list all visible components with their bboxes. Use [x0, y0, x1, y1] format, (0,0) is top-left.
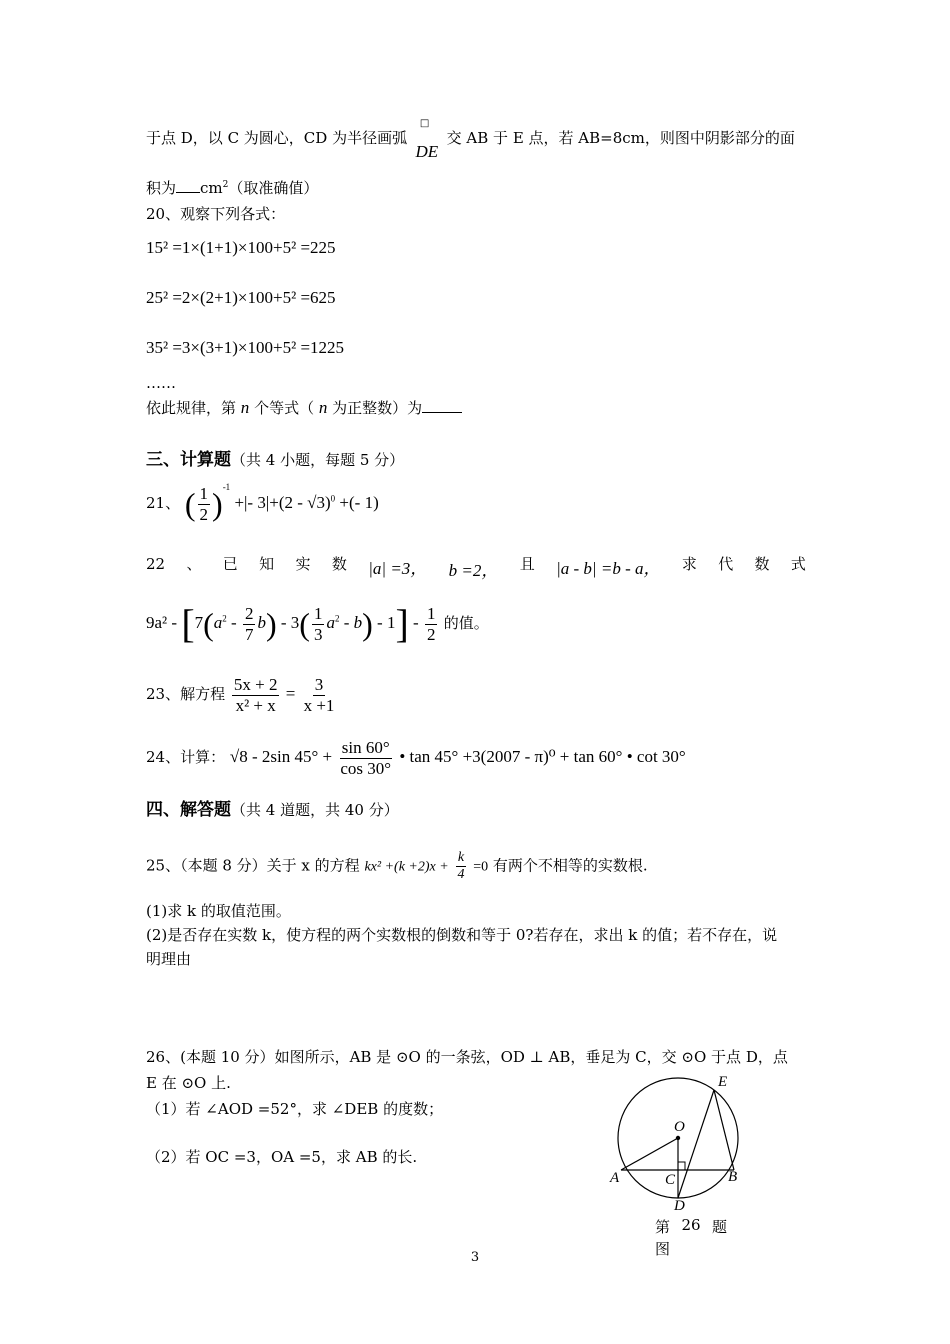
q19-line1 — [146, 118, 795, 161]
q24-expr — [229, 738, 686, 778]
q24 — [146, 738, 686, 778]
q19-text-b: 交 AB 于 E 点，若 AB=8cm，则图中阴影部分的面 — [446, 129, 795, 147]
q25-text-b: 有两个不相等的实数根. — [492, 856, 648, 875]
q22-spread — [146, 555, 806, 580]
q25-frac-den: 4 — [457, 867, 465, 883]
page-number: 3 — [470, 1250, 480, 1265]
q22-word: 数 — [331, 555, 347, 573]
q23-den1: x² + x — [235, 695, 276, 715]
arc-glyph: □ — [419, 118, 430, 129]
q22-word: 实 — [295, 555, 311, 573]
section-4-heading — [146, 800, 399, 820]
label-o: O — [674, 1119, 685, 1135]
section-title: 四、解答题 — [146, 800, 231, 820]
q22-cond2: b =2， — [448, 561, 499, 580]
q23-num1: 5x + 2 — [233, 675, 278, 694]
q25-frac-num: k — [456, 850, 466, 867]
q22-word: 求 — [681, 555, 697, 573]
caption-word: 26 — [681, 1216, 701, 1234]
q20-eq1: 15² =1×(1+1)×100+5² =225 — [146, 238, 336, 257]
q23-label: 23、解方程 — [146, 684, 226, 703]
figure-caption-line2: 图 — [655, 1240, 671, 1258]
q24-num: sin 60° — [341, 738, 390, 757]
q22-expression: $9a^2 - [7(a^2$ - $\frac{2}{7}$ b) - 3( $\frac{1}{3}$ $a^2 - b) - 1$] - $\frac{1}{2}$ 的值。 — [146, 601, 489, 646]
q23 — [146, 675, 338, 715]
q22-word: 22 — [146, 555, 166, 573]
q22-word: 已 — [222, 555, 238, 573]
q23-num2: 3 — [314, 675, 324, 694]
answer-blank — [176, 178, 200, 193]
q22-word: 且 — [519, 555, 535, 573]
caption-word: 第 — [655, 1218, 671, 1236]
center-dot — [676, 1136, 680, 1140]
q26-line1: 26、(本题 10 分）如图所示，AB 是 ⊙O 的一条弦，OD ⊥ AB，垂足为 C，交 ⊙O 于点 D，点 — [146, 1048, 788, 1066]
q25-part1: (1)求 k 的取值范围。 — [146, 902, 291, 920]
segment-eb — [714, 1090, 734, 1170]
arc-de-symbol — [412, 118, 442, 161]
q22-cond1: |a| =3， — [368, 559, 428, 578]
q20-eq3: 35² =3×(3+1)×100+5² =1225 — [146, 338, 345, 357]
label-b: B — [728, 1169, 738, 1185]
caption-word: 题 — [711, 1218, 727, 1236]
q25-text-a: 25、（本题 8 分）关于 x 的方程 — [146, 856, 360, 875]
q22-cond3: |a - b| =b - a， — [556, 559, 661, 578]
section-title: 三、计算题 — [146, 450, 231, 470]
q20-intro: 20、观察下列各式： — [146, 205, 286, 223]
label-c: C — [665, 1172, 676, 1188]
rule-text-c: 为正整数）为 — [332, 399, 423, 417]
q22-word: 知 — [259, 555, 275, 573]
q26-figure — [610, 1068, 750, 1214]
var-n-2: n — [318, 398, 328, 417]
q25-intro — [146, 850, 648, 883]
rule-text-a: 依此规律，第 — [146, 399, 237, 417]
q19-line2 — [146, 178, 318, 197]
var-n: n — [240, 398, 250, 417]
q24-den: cos 30° — [340, 758, 392, 778]
q19-text-a: 于点 D，以 C 为圆心，CD 为半径画弧 — [146, 129, 408, 147]
q25-part2-line2: 明理由 — [146, 950, 192, 968]
segment-ed — [678, 1090, 714, 1198]
q21-label: 21、 — [146, 494, 181, 512]
q23-equation: $\frac{5x + 2}{\text{x² + x}}$ = $\frac{3}{x +1}$ — [233, 675, 335, 715]
q24-label: 24、计算： — [146, 747, 226, 766]
q19-text-d: （取准确值） — [228, 179, 319, 197]
q25-part2-line1: (2)是否存在实数 k，使方程的两个实数根的倒数和等于 0?若存在，求出 k 的值；若不存在，说 — [146, 926, 778, 944]
segment-oa — [621, 1138, 678, 1170]
q22-word: 数 — [754, 555, 770, 573]
q26-part1: （1）若 ∠AOD =52°，求 ∠DEB 的度数； — [146, 1100, 444, 1118]
q19-text-c: 积为 — [146, 179, 177, 197]
figure-caption-line1 — [655, 1216, 727, 1237]
section-note: （共 4 道题，共 40 分） — [231, 801, 399, 819]
q26-line2: E 在 ⊙O 上. — [146, 1074, 231, 1092]
q24-part1: √8 - 2sin 45° + — [229, 746, 333, 766]
arc-label: DE — [415, 142, 439, 161]
q22-expr-start: 9a² - — [146, 612, 178, 632]
q20-eq2: 25² =2×(2+1)×100+5² =625 — [146, 288, 336, 307]
q22-word: 式 — [790, 555, 806, 573]
q21-tail: +(- 1) — [339, 493, 379, 512]
unit: cm — [200, 179, 223, 197]
label-e: E — [718, 1074, 728, 1090]
q22-word: 代 — [718, 555, 734, 573]
rule-text-b: 个等式（ — [254, 399, 315, 417]
section-3-heading — [146, 450, 404, 470]
section-note: （共 4 小题，每题 5 分） — [231, 451, 405, 469]
q22-line1 — [146, 555, 806, 580]
q26-part2: （2）若 OC =3，OA =5，求 AB 的长. — [146, 1148, 418, 1166]
answer-blank — [422, 398, 462, 413]
right-angle-mark — [678, 1162, 685, 1170]
q25-eq: kx² +(k +2)x + — [364, 859, 449, 875]
q20-ellipsis: …… — [146, 374, 176, 392]
q20-rule — [146, 398, 462, 418]
q23-den2: x +1 — [303, 695, 335, 715]
q21-rest: +|- 3|+(2 - √3) — [234, 493, 331, 512]
label-d: D — [674, 1198, 685, 1214]
q25-eq-tail: =0 — [473, 859, 489, 875]
label-a: A — [610, 1170, 620, 1186]
q24-part2: • tan 45° +3(2007 - π)⁰ + tan 60° • cot 30° — [399, 746, 686, 766]
q22-word: 、 — [186, 555, 202, 573]
unit-exponent: 2 — [222, 180, 229, 190]
q22-expr-tail: 的值。 — [443, 613, 489, 632]
q21-expr: ( $\frac{1}{2}$ )$^{-1}$ +|- 3|+(2 - √3)$^0$ +(- 1) — [184, 482, 379, 524]
q21 — [146, 482, 379, 524]
